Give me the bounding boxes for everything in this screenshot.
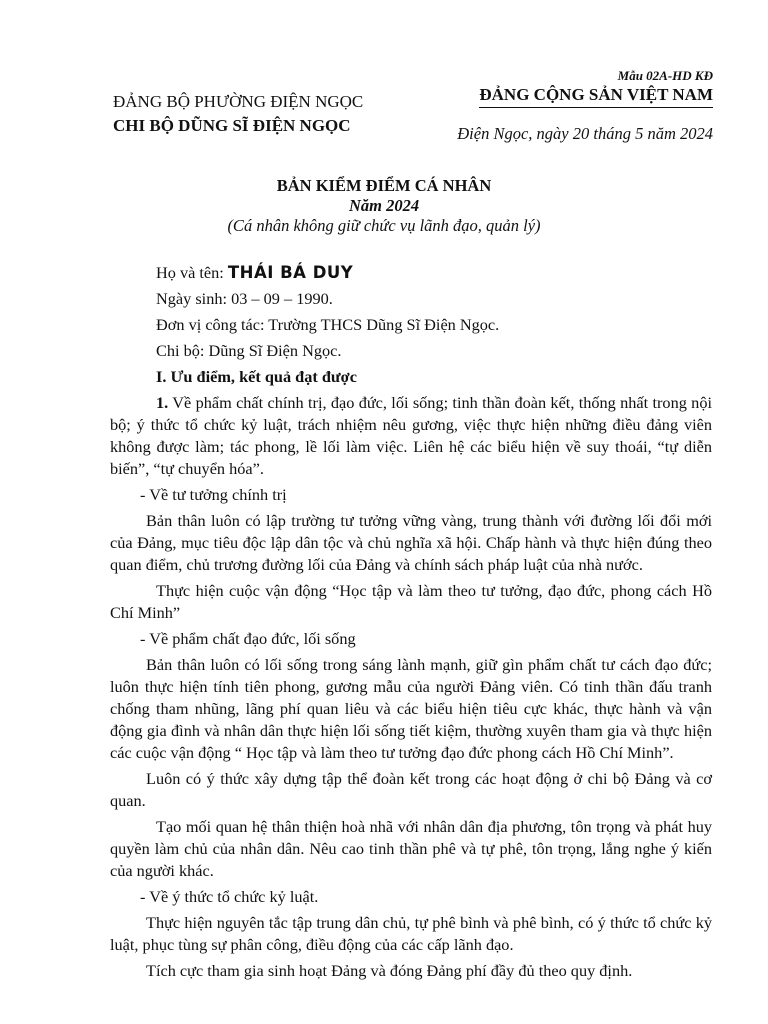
place-date: Điện Ngọc, ngày 20 tháng 5 năm 2024 [457, 124, 713, 143]
work-unit-line: Đơn vị công tác: Trường THCS Dũng Sĩ Điện Ngọc. [156, 315, 500, 334]
document-title-block [0, 176, 768, 236]
document-body [110, 262, 712, 986]
document-year: Năm 2024 [348, 196, 420, 215]
name-label: Họ và tên: [156, 263, 228, 282]
party-cell-line: Chi bộ: Dũng Sĩ Điện Ngọc. [156, 341, 342, 360]
paragraph-ethics: Bản thân luôn có lối sống trong sáng lành mạnh, giữ gìn phẩm chất tư cách đạo đức; luôn thực hiện tính tiên phong, gương mẫu của người Đảng viên. Có tinh thần đấu tranh chống tham nhũng, lãng phí quan liêu và các biểu hiện tiêu cực khác, thực hành và vận động gia đình và nhân dân thực hiện lối sống tiết kiệm, thường xuyên tham gia và thực hiện các cuộc vận động “ Học tập và làm theo tư tưởng đạo đức phong cách Hồ Chí Minh”. [110, 655, 712, 762]
paragraph-relations: Tạo mối quan hệ thân thiện hoà nhã với nhân dân địa phương, tôn trọng và phát huy quyền làm chủ của nhân dân. Nêu cao tinh thần phê và tự phê, tôn trọng, lắng nghe ý kiến của người khác. [110, 817, 712, 880]
item-number: 1. [156, 393, 169, 412]
party-name: ĐẢNG CỘNG SẢN VIỆT NAM [479, 84, 713, 108]
paragraph-activities: Tích cực tham gia sinh hoạt Đảng và đóng Đảng phí đầy đủ theo quy định. [146, 961, 633, 980]
org-line-cell: CHI BỘ DŨNG SĨ ĐIỆN NGỌC [113, 116, 351, 135]
form-code: Mẫu 02A-HD KĐ [617, 68, 713, 83]
section-heading: I. Ưu điểm, kết quả đạt được [156, 367, 357, 386]
name-line [110, 262, 712, 284]
subheading-political: - Về tư tưởng chính trị [140, 485, 287, 504]
name-value: THÁI BÁ DUY [227, 263, 354, 282]
national-header [413, 68, 713, 108]
paragraph-discipline: Thực hiện nguyên tắc tập trung dân chủ, tự phê bình và phê bình, có ý thức tổ chức kỷ luật, phục tùng sự phân công, điều động của các cấp lãnh đạo. [110, 913, 712, 954]
issuing-organization [113, 90, 393, 138]
document-subtitle: (Cá nhân không giữ chức vụ lãnh đạo, quản lý) [227, 216, 541, 235]
paragraph-unity: Luôn có ý thức xây dựng tập thể đoàn kết trong các hoạt động ở chi bộ Đảng và cơ quan. [110, 769, 712, 810]
document-title: BẢN KIỂM ĐIỂM CÁ NHÂN [276, 176, 492, 195]
paragraph-political: Bản thân luôn có lập trường tư tưởng vững vàng, trung thành với đường lối đổi mới của Đảng, mục tiêu độc lập dân tộc và chủ nghĩa xã hội. Chấp hành và thực hiện đúng theo quan điểm, chủ trương đường lối của Đảng và chính sách pháp luật của nhà nước. [110, 511, 712, 574]
item-1-paragraph [110, 392, 712, 480]
birth-date-line: Ngày sinh: 03 – 09 – 1990. [156, 289, 333, 308]
subheading-discipline: - Về ý thức tổ chức kỷ luật. [140, 887, 319, 906]
item-1-text: Về phẩm chất chính trị, đạo đức, lối sống; tinh thần đoàn kết, thống nhất trong nội bộ; ý thức tổ chức kỷ luật, trách nhiệm nêu gương, việc thực hiện những điều đảng viên không được làm; tác phong, lề lối làm việc. Liên hệ các biểu hiện về suy thoái, “tự diễn biến”, “tự chuyển hóa”. [110, 393, 712, 478]
subheading-ethics: - Về phẩm chất đạo đức, lối sống [140, 629, 356, 648]
org-line-ward: ĐẢNG BỘ PHƯỜNG ĐIỆN NGỌC [113, 92, 364, 111]
paragraph-campaign: Thực hiện cuộc vận động “Học tập và làm theo tư tưởng, đạo đức, phong cách Hồ Chí Minh” [110, 581, 712, 622]
